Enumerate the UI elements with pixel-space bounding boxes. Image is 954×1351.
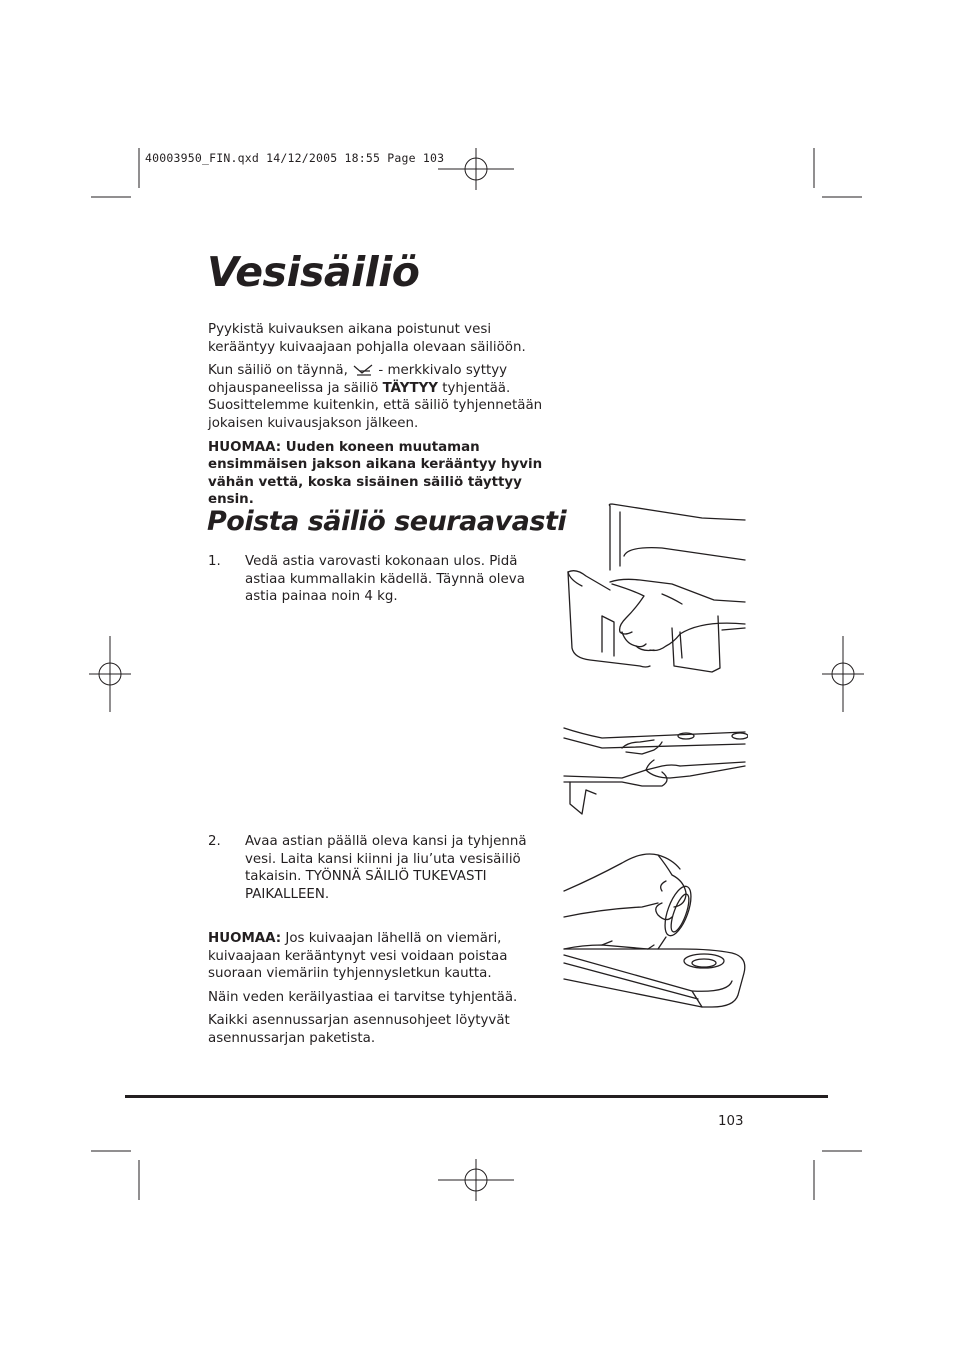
print-slug: 40003950_FIN.qxd 14/12/2005 18:55 Page 103 xyxy=(145,151,445,165)
note-2-label: HUOMAA: xyxy=(208,931,282,946)
intro-note: HUOMAA: Uuden koneen muutaman ensimmäisen jakson aikana kerääntyy hyvin vähän vettä, koska sisäinen säiliö täyttyy ensin. xyxy=(208,439,543,508)
note-2-paragraph-3: Kaikki asennussarjan asennusohjeet löytyvät asennussarjan paketista. xyxy=(208,1013,510,1046)
intro-p2-line2b: tyhjentää. xyxy=(437,380,511,396)
note-2 xyxy=(208,930,528,1048)
illustration-remove-container xyxy=(562,500,748,675)
intro-text xyxy=(208,321,553,509)
step-2-number: 2. xyxy=(208,834,221,849)
illustration-hand-pull xyxy=(562,722,748,818)
intro-p2-after-icon: - merkkivalo syttyy xyxy=(374,363,508,379)
intro-p2-line2a: ohjauspaneelissa ja säiliö xyxy=(208,380,383,396)
section-title: Poista säiliö seuraavasti xyxy=(207,506,567,537)
intro-p2-rest: Suosittelemme kuitenkin, että säiliö tyhjennetään jokaisen kuivausjakson jälkeen. xyxy=(208,398,543,431)
illustration-empty-container xyxy=(562,845,748,1015)
intro-paragraph-1: Pyykistä kuivauksen aikana poistunut vesi kerääntyy kuivaajaan pohjalla olevaan säiliöön. xyxy=(208,322,526,355)
page-title: Vesisäiliö xyxy=(207,248,420,296)
tank-full-indicator-icon xyxy=(352,363,374,377)
intro-paragraph-2 xyxy=(208,362,553,432)
note-2-paragraph xyxy=(208,930,528,983)
note-2-text: Jos kuivaajan lähellä on viemäri, kuivaajaan kerääntynyt vesi voidaan poistaa suoraan viemäriin tyhjennysletkun kautta. xyxy=(208,931,508,982)
intro-p2-start: Kun säiliö on täynnä, xyxy=(208,363,348,379)
note-2-paragraph-2: Näin veden keräilyastiaa ei tarvitse tyhjentää. xyxy=(208,989,518,1005)
page-number: 103 xyxy=(718,1114,744,1129)
intro-p2-emphasis: TÄYTYY xyxy=(382,380,438,396)
step-2-text: Avaa astian päällä oleva kansi ja tyhjennä vesi. Laita kansi kiinni ja liu’uta vesisäiliö takaisin. TYÖNNÄ SÄILIÖ TUKEVASTI PAIKALLEEN. xyxy=(245,834,527,902)
step-1-number: 1. xyxy=(208,554,221,569)
step-1-text: Vedä astia varovasti kokonaan ulos. Pidä astiaa kummallakin kädellä. Täynnä oleva astia painaa noin 4 kg. xyxy=(245,554,525,605)
footer-rule xyxy=(125,1095,828,1098)
